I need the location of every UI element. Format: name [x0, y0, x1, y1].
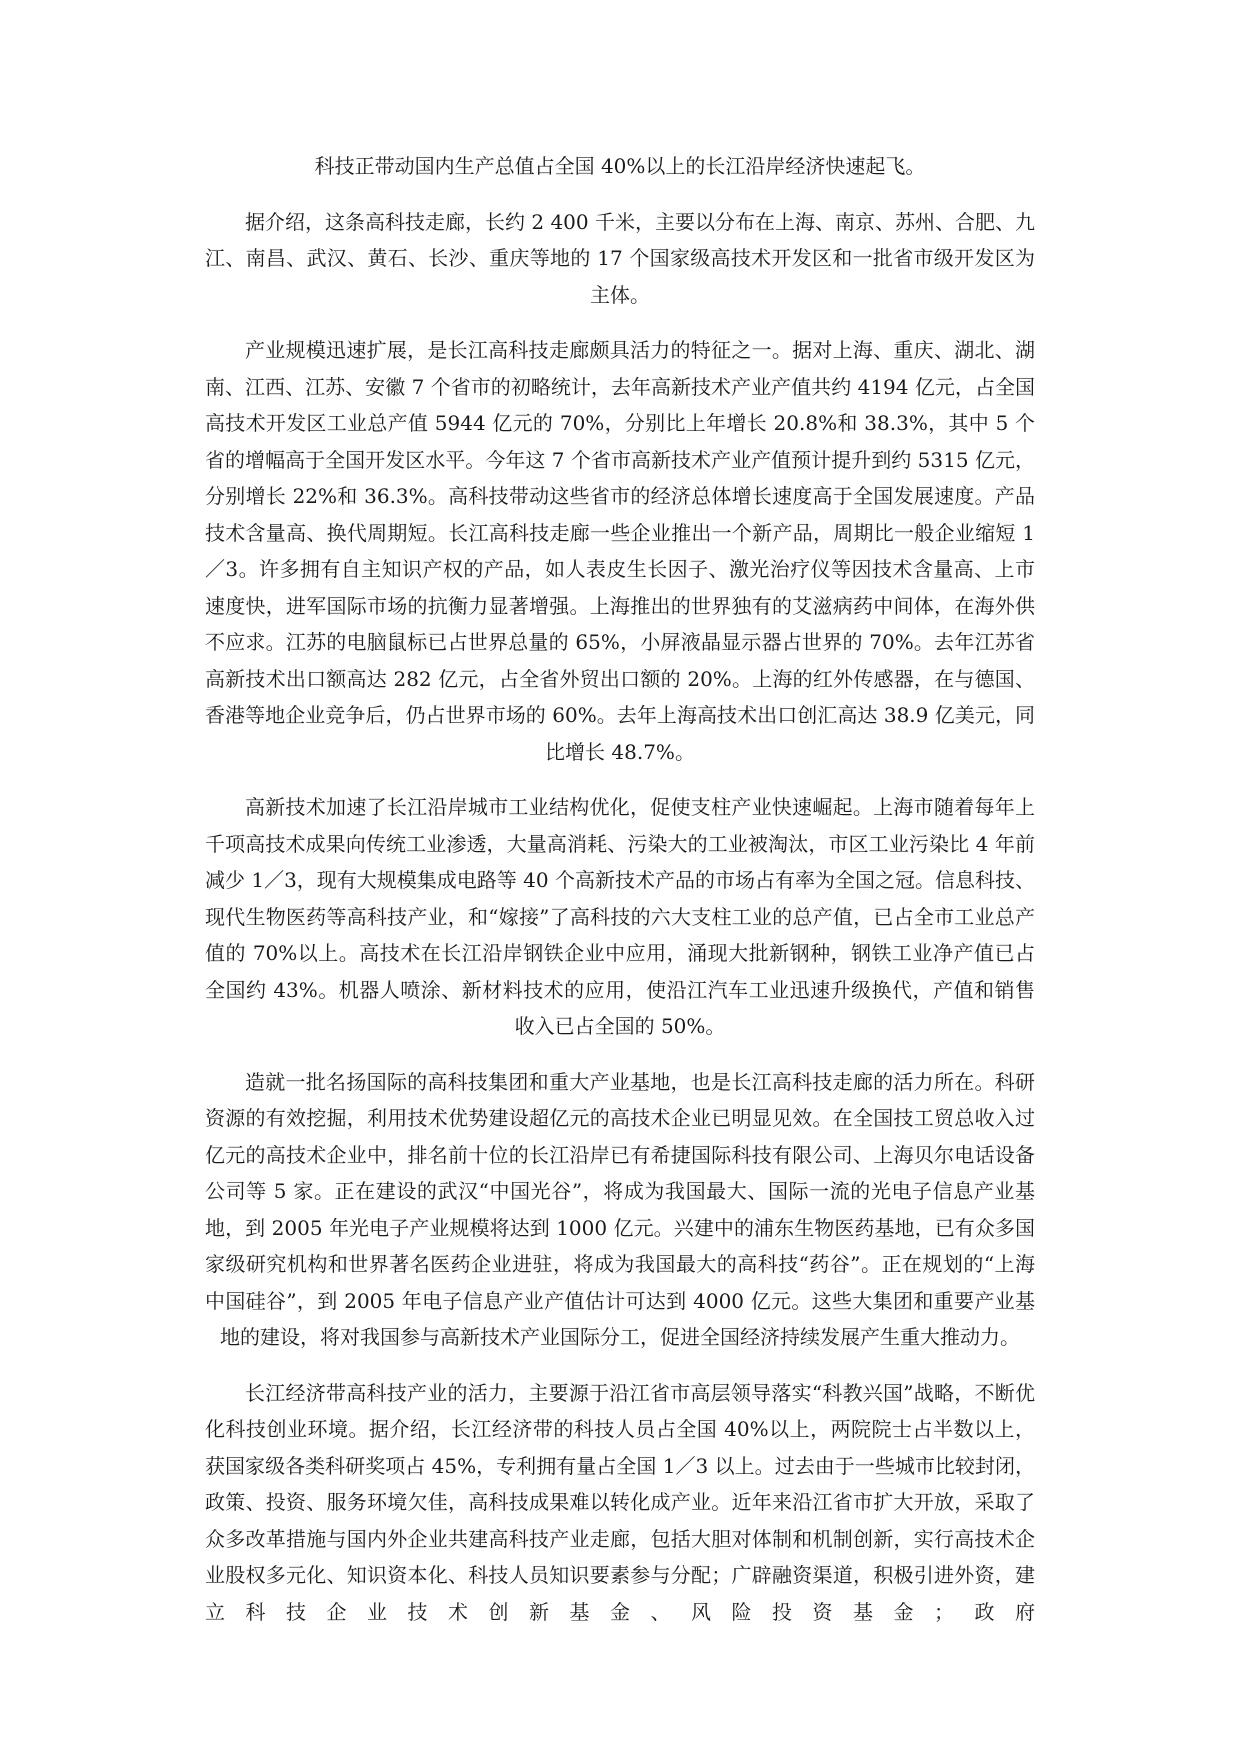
paragraph-5: 造就一批名扬国际的高科技集团和重大产业基地，也是长江高科技走廊的活力所在。科研资源的有效挖掘，利用技术优势建设超亿元的高技术企业已明显见效。在全国技工贸总收入过亿元的高技术企业中，排名前十位的长江沿岸已有希捷国际科技有限公司、上海贝尔电话设备公司等 5 家。正在建设的武汉“中国光谷”，将成为我国最大、国际一流的光电子信息产业基地，到 2005 年光电子产业规模将达到 1000 亿元。兴建中的浦东生物医药基地，已有众多国家级研究机构和世界著名医药企业进驻，将成为我国最大的高科技“药谷”。正在规划的“上海中国硅谷”，到 2005 年电子信息产业产值估计可达到 4000 亿元。这些大集团和重要产业基地的建设，将对我国参与高新技术产业国际分工，促进全国经济持续发展产生重大推动力。: [205, 1069, 1035, 1349]
document-body: [205, 148, 1035, 1649]
paragraph-4: 高新技术加速了长江沿岸城市工业结构优化，促使支柱产业快速崛起。上海市随着每年上千项高技术成果向传统工业渗透，大量高消耗、污染大的工业被淘汰，市区工业污染比 4 年前减少 1／3，现有大规模集成电路等 40 个高新技术产品的市场占有率为全国之冠。信息科技、现代生物医药等高科技产业，和“嫁接”了高科技的六大支柱工业的总产值，已占全市工业总产值的 70%以上。高技术在长江沿岸钢铁企业中应用，涌现大批新钢种，钢铁工业净产值已占全国约 43%。机器人喷涂、新材料技术的应用，使沿江汽车工业迅速升级换代，产值和销售收入已占全国的 50%。: [205, 795, 1035, 1038]
paragraph-1: 科技正带动国内生产总值占全国 40%以上的长江沿岸经济快速起飞。: [314, 154, 926, 178]
paragraph-2: 据介绍，这条高科技走廊，长约 2 400 千米，主要以分布在上海、南京、苏州、合肥、九江、南昌、武汉、黄石、长沙、重庆等地的 17 个国家级高技术开发区和一批省市级开发区为主体。: [205, 209, 1035, 307]
paragraph-3: 产业规模迅速扩展，是长江高科技走廊颇具活力的特征之一。据对上海、重庆、湖北、湖南、江西、江苏、安徽 7 个省市的初略统计，去年高新技术产业产值共约 4194 亿元，占全国高技术开发区工业总产值 5944 亿元的 70%，分别比上年增长 20.8%和 38.3%，其中 5 个省的增幅高于全国开发区水平。今年这 7 个省市高新技术产业产值预计提升到约 5315 亿元，分别增长 22%和 36.3%。高科技带动这些省市的经济总体增长速度高于全国发展速度。产品技术含量高、换代周期短。长江高科技走廊一些企业推出一个新产品，周期比一般企业缩短 1／3。许多拥有自主知识产权的产品，如人表皮生长因子、激光治疗仪等因技术含量高、上市速度快，进军国际市场的抗衡力显著增强。上海推出的世界独有的艾滋病药中间体，在海外供不应求。江苏的电脑鼠标已占世界总量的 65%，小屏液晶显示器占世界的 70%。去年江苏省高新技术出口额高达 282 亿元，占全省外贸出口额的 20%。上海的红外传感器，在与德国、香港等地企业竞争后，仍占世界市场的 60%。去年上海高技术出口创汇高达 38.9 亿美元，同比增长 48.7%。: [205, 338, 1035, 764]
paragraph-6: 长江经济带高科技产业的活力，主要源于沿江省市高层领导落实“科教兴国”战略，不断优化科技创业环境。据介绍，长江经济带的科技人员占全国 40%以上，两院院士占半数以上，获国家级各类科研奖项占 45%，专利拥有量占全国 1／3 以上。过去由于一些城市比较封闭，政策、投资、服务环境欠佳，高科技成果难以转化成产业。近年来沿江省市扩大开放，采取了众多改革措施与国内外企业共建高科技产业走廊，包括大胆对体制和机制创新，实行高技术企业股权多元化、知识资本化、科技人员知识要素参与分配；广辟融资渠道，积极引进外资，建立科技企业技术创新基金、风险投资基金；政府: [205, 1380, 1035, 1624]
